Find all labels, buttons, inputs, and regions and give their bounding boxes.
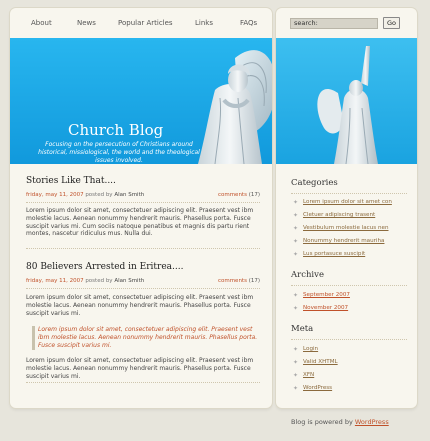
posted-by-label: posted by	[85, 278, 113, 284]
search-go-button[interactable]: Go	[383, 17, 400, 29]
categories-heading: Categories	[291, 178, 338, 188]
blockquote-text: Lorem ipsum dolor sit amet, consectetuer adipiscing elit. Praesent vest ibm molestie lacus. Aenean nonummy hendrerit mauris. Phasellus porta. Fusce suscipit varius mi.	[38, 326, 258, 349]
divider	[26, 202, 260, 203]
meta-item[interactable]: ✦ Valid XHTML	[293, 359, 338, 366]
blog-tagline: Focusing on the persecution of Christians around historical, missiological, the world and the theological issues involved.	[38, 141, 200, 164]
post-title[interactable]: Stories Like That....	[26, 176, 116, 186]
post-body-continued: Lorem ipsum dolor sit amet, consectetuer adipiscing elit. Praesent vest ibm molestie lacus. Aenean nonummy hendrerit mauris. Phasellus porta. Fusce suscipit varius mi.	[26, 357, 254, 380]
archive-item[interactable]: ✦ September 2007	[293, 292, 350, 299]
divider	[291, 285, 407, 286]
bullet-icon: ✦	[293, 212, 299, 219]
meta-item[interactable]: ✦ XFN	[293, 372, 315, 379]
bullet-icon: ✦	[293, 238, 299, 245]
posted-by-label: posted by	[85, 192, 113, 198]
archive-heading: Archive	[291, 270, 324, 280]
meta-item[interactable]: ✦ Login	[293, 346, 319, 353]
category-item[interactable]: ✦ Lorem ipsum dolor sit amet con	[293, 199, 392, 206]
bullet-icon: ✦	[293, 292, 299, 299]
bullet-icon: ✦	[293, 346, 299, 353]
comments-count: (17)	[248, 192, 260, 198]
comments-link[interactable]: comments	[217, 278, 247, 284]
bullet-icon: ✦	[293, 372, 299, 379]
post-body: Lorem ipsum dolor sit amet, consectetuer adipiscing elit. Praesent vest ibm molestie lacus. Aenean nonummy hendrerit mauris. Phasellus porta. Fusce suscipit varius mi.	[26, 294, 254, 317]
meta-item[interactable]: ✦ WordPress	[293, 385, 333, 392]
footer-text: Blog is powered by	[291, 418, 353, 426]
bullet-icon: ✦	[293, 199, 299, 206]
post-author[interactable]: Alan Smith	[114, 278, 145, 284]
category-item[interactable]: ✦ Lus portasuce suscipit	[293, 251, 366, 258]
post-title[interactable]: 80 Believers Arrested in Eritrea....	[26, 262, 184, 272]
blog-title[interactable]: Church Blog	[68, 121, 164, 139]
post-meta	[26, 192, 260, 201]
category-item[interactable]: ✦ Cletuer adipiscing trasent	[293, 212, 376, 219]
meta-heading: Meta	[291, 324, 314, 334]
category-item[interactable]: ✦ Nonummy hendrerit mauriha	[293, 238, 385, 245]
footer	[291, 418, 389, 426]
search-input[interactable]: search:	[290, 18, 378, 29]
bullet-icon: ✦	[293, 359, 299, 366]
post-author[interactable]: Alan Smith	[114, 192, 145, 198]
post-meta	[26, 278, 260, 287]
bullet-icon: ✦	[293, 385, 299, 392]
divider	[26, 288, 260, 289]
archive-item[interactable]: ✦ November 2007	[293, 305, 349, 312]
post-body: Lorem ipsum dolor sit amet, consectetuer adipiscing elit. Praesent vest ibm molestie lacus. Aenean nonummy hendrerit mauris. Phasellus porta. Fusce suscipit varius mi. Cum sociis natoque penatibus et magnis dis partu rient montes, nascetur ridiculus mus. Nulla dui.	[26, 207, 254, 238]
category-item[interactable]: ✦ Vestibulum molestie lacus nen	[293, 225, 389, 232]
post-date: friday, may 11, 2007	[26, 278, 84, 284]
nav-item-about[interactable]: About	[31, 19, 52, 27]
nav-item-news[interactable]: News	[77, 19, 96, 27]
divider	[26, 382, 260, 383]
comments-link[interactable]: comments	[217, 192, 247, 198]
divider	[291, 193, 407, 194]
comments-count: (17)	[248, 278, 260, 284]
angel-statue-side-image	[276, 38, 417, 164]
header-banner	[10, 38, 272, 164]
nav-item-popular-articles[interactable]: Popular Articles	[118, 19, 173, 27]
bullet-icon: ✦	[293, 305, 299, 312]
divider	[291, 339, 407, 340]
footer-wordpress-link[interactable]: WordPress	[354, 418, 389, 426]
post-date: friday, may 11, 2007	[26, 192, 84, 198]
divider	[26, 248, 260, 249]
header-banner-side	[276, 38, 417, 164]
nav-item-links[interactable]: Links	[195, 19, 213, 27]
bullet-icon: ✦	[293, 251, 299, 258]
bullet-icon: ✦	[293, 225, 299, 232]
nav-item-faqs[interactable]: FAQs	[240, 19, 258, 27]
